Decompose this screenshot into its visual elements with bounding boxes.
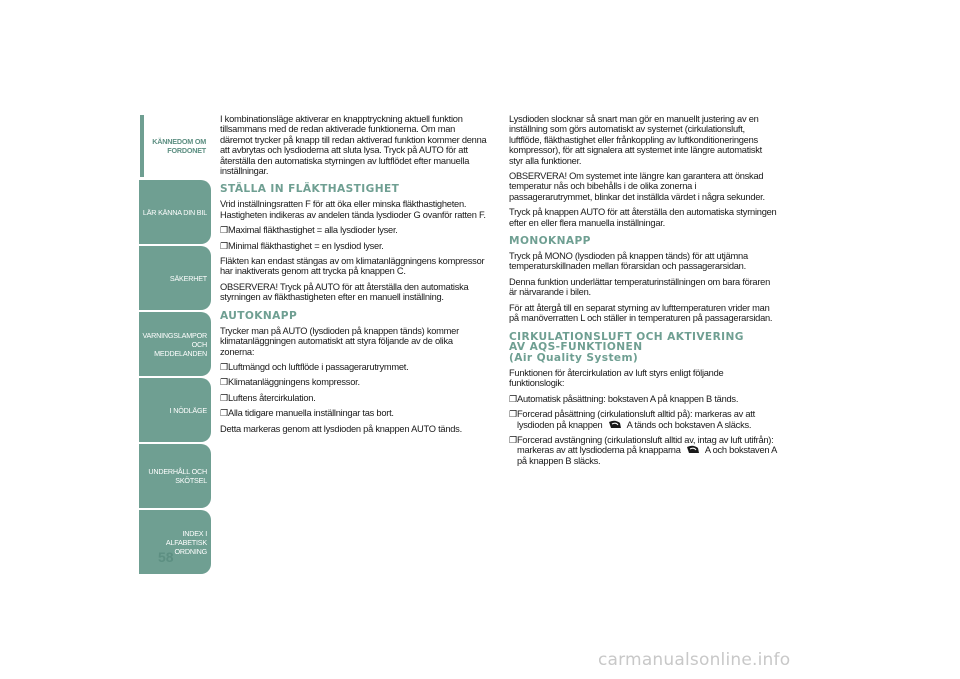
bullet-icon: ❐ <box>220 392 229 403</box>
tab-label: VARNINGSLAMPOR OCH MEDDELANDEN <box>142 330 207 358</box>
bullet-icon: ❐ <box>220 377 229 388</box>
list-item <box>509 409 777 430</box>
auto-paragraph-2: Detta markeras genom att lysdioden på knappen AUTO tänds. <box>220 423 462 434</box>
tab-label: LÄR KÄNNA DIN BIL <box>142 207 207 217</box>
list-item <box>220 362 488 372</box>
list-item <box>220 393 488 403</box>
bullet-icon: ❐ <box>220 408 229 419</box>
bullet-icon: ❐ <box>509 393 518 404</box>
list-item <box>220 408 488 418</box>
tab-lar-kanna-din-bil[interactable] <box>139 180 211 244</box>
list-item <box>220 241 488 251</box>
heading-line-2: AV AQS-FUNKTIONEN <box>509 341 643 353</box>
list-item <box>220 377 488 387</box>
bullet-icon: ❐ <box>220 240 229 251</box>
right-paragraph-1: Lysdioden slocknar så snart man gör en manuellt justering av en inställning som görs automatiskt av systemet (cirkulationsluft, luftflöde, fläkthastighet eller frånkoppling av luftkonditioneringens kompressor), för att signalera att systemet inte längre automatiskt styr alla funktioner. <box>509 114 762 166</box>
list-item-text-part: A tänds och bokstaven A släcks. <box>626 419 752 430</box>
left-column <box>220 114 488 439</box>
tab-label: UNDERHÅLL OCH SKÖTSEL <box>148 467 207 485</box>
watermark: carmanualsonline.info <box>598 650 791 670</box>
bullet-icon: ❐ <box>509 409 518 420</box>
list-item-text: Minimal fläkthastighet = en lysdiod lyser. <box>228 240 384 251</box>
tab-label: INDEX I ALFABETISK ORDNING <box>165 528 207 556</box>
list-item <box>509 394 777 404</box>
list-item-text-part: Forcerad påsättning (cirkulationsluft alltid på): markeras av att lysdioden på knappen <box>517 409 755 430</box>
list-item-text: Klimatanläggningens kompressor. <box>228 377 360 388</box>
bullet-icon: ❐ <box>220 225 229 236</box>
mono-paragraph-3: För att återgå till en separat styrning av lufttemperaturen vrider man på manöverratten L och ställer in temperaturen på passagerarsidan. <box>509 302 773 324</box>
intro-paragraph: I kombinationsläge aktiverar en knapptryckning aktuell funktion tillsammans med de redan aktiverade funktionerna. Om man däremot trycker på knapp till redan aktiverad funktion kommer denna att avbrytas och lysdioderna att sluta lysa. Tryck på AUTO för att återställa den automatiska styrningen av luftflödet efter manuella inställningar. <box>220 114 487 177</box>
fan-paragraph-1: Vrid inställningsratten F för att öka eller minska fläkthastigheten. Hastigheten indikeras av andelen tända lysdioder G ovanför ratten F. <box>220 199 486 220</box>
right-paragraph-2: OBSERVERA! Om systemet inte längre kan garantera att önskad temperatur nås och bibehålls i de olika zonerna i passagerarutrymmet, blinkar det inställda värdet i några sekunder. <box>509 171 765 202</box>
list-item-text-part: A och bokstaven A på knappen B släcks. <box>517 445 777 466</box>
list-item <box>509 435 777 466</box>
tab-kannedom-om-fordonet[interactable] <box>139 114 211 178</box>
recirculation-icon <box>686 445 700 454</box>
auto-paragraph-1: Trycker man på AUTO (lysdioden på knappen tänds) kommer klimatanläggningen automatiskt att styra följande av de olika zonerna: <box>220 325 459 357</box>
bullet-icon: ❐ <box>509 435 518 446</box>
bullet-icon: ❐ <box>220 361 229 372</box>
tab-label: I NÖDLÄGE <box>169 405 207 415</box>
list-item-text-part: Forcerad avstängning (cirkulationsluft alltid av, intag av luft utifrån): markeras av att lysdioderna på knapparna <box>517 435 774 456</box>
tab-i-nodlage[interactable] <box>139 378 211 442</box>
list-item-text: Luftens återcirkulation. <box>228 392 316 403</box>
tab-varningslampor[interactable] <box>139 312 211 376</box>
tab-sakerhet[interactable] <box>139 246 211 310</box>
right-column <box>509 114 777 471</box>
list-item-text: Alla tidigare manuella inställningar tas bort. <box>228 408 394 419</box>
list-item-text: Luftmängd och luftflöde i passagerarutrymmet. <box>228 361 409 372</box>
heading-fan-speed: STÄLLA IN FLÄKTHASTIGHET <box>220 183 400 196</box>
heading-recirculation <box>509 332 777 364</box>
page-number: 58 <box>158 549 174 565</box>
list-item-text <box>517 409 777 430</box>
list-item-text: Automatisk påsättning: bokstaven A på knappen B tänds. <box>517 393 739 404</box>
tab-label: KÄNNEDOM OM FORDONET <box>152 137 206 155</box>
heading-auto-button: AUTOKNAPP <box>220 309 298 322</box>
circ-paragraph-1: Funktionen för återcirkulation av luft styrs enligt följande funktionslogik: <box>509 368 724 389</box>
heading-line-3: (Air Quality System) <box>509 351 639 364</box>
mono-paragraph-2: Denna funktion underlättar temperaturinställningen om bara föraren är närvarande i bilen. <box>509 276 771 298</box>
list-item-text: Maximal fläkthastighet = alla lysdioder lyser. <box>228 225 398 236</box>
right-paragraph-3: Tryck på knappen AUTO för att återställa den automatiska styrningen efter en eller flera manuella inställningar. <box>509 207 777 228</box>
fan-paragraph-2: Fläkten kan endast stängas av om klimatanläggningens kompressor har inaktiverats genom att trycka på knappen C. <box>220 256 485 277</box>
list-item <box>220 225 488 235</box>
tab-index[interactable] <box>139 510 211 574</box>
heading-line-1: CIRKULATIONSLUFT OCH AKTIVERING <box>509 330 744 343</box>
tab-label: SÄKERHET <box>169 273 207 283</box>
fan-paragraph-3: OBSERVERA! Tryck på AUTO för att återställa den automatiska styrningen av fläkthastigheten efter en manuell inställning. <box>220 281 469 303</box>
heading-mono-button: MONOKNAPP <box>509 235 591 248</box>
recirculation-icon <box>608 420 622 429</box>
tab-underhall-och-skotsel[interactable] <box>139 444 211 508</box>
list-item-text <box>517 435 777 466</box>
mono-paragraph-1: Tryck på MONO (lysdioden på knappen tänds) för att utjämna temperaturskillnaden mellan förarsidan och passagerarsidan. <box>509 251 748 272</box>
